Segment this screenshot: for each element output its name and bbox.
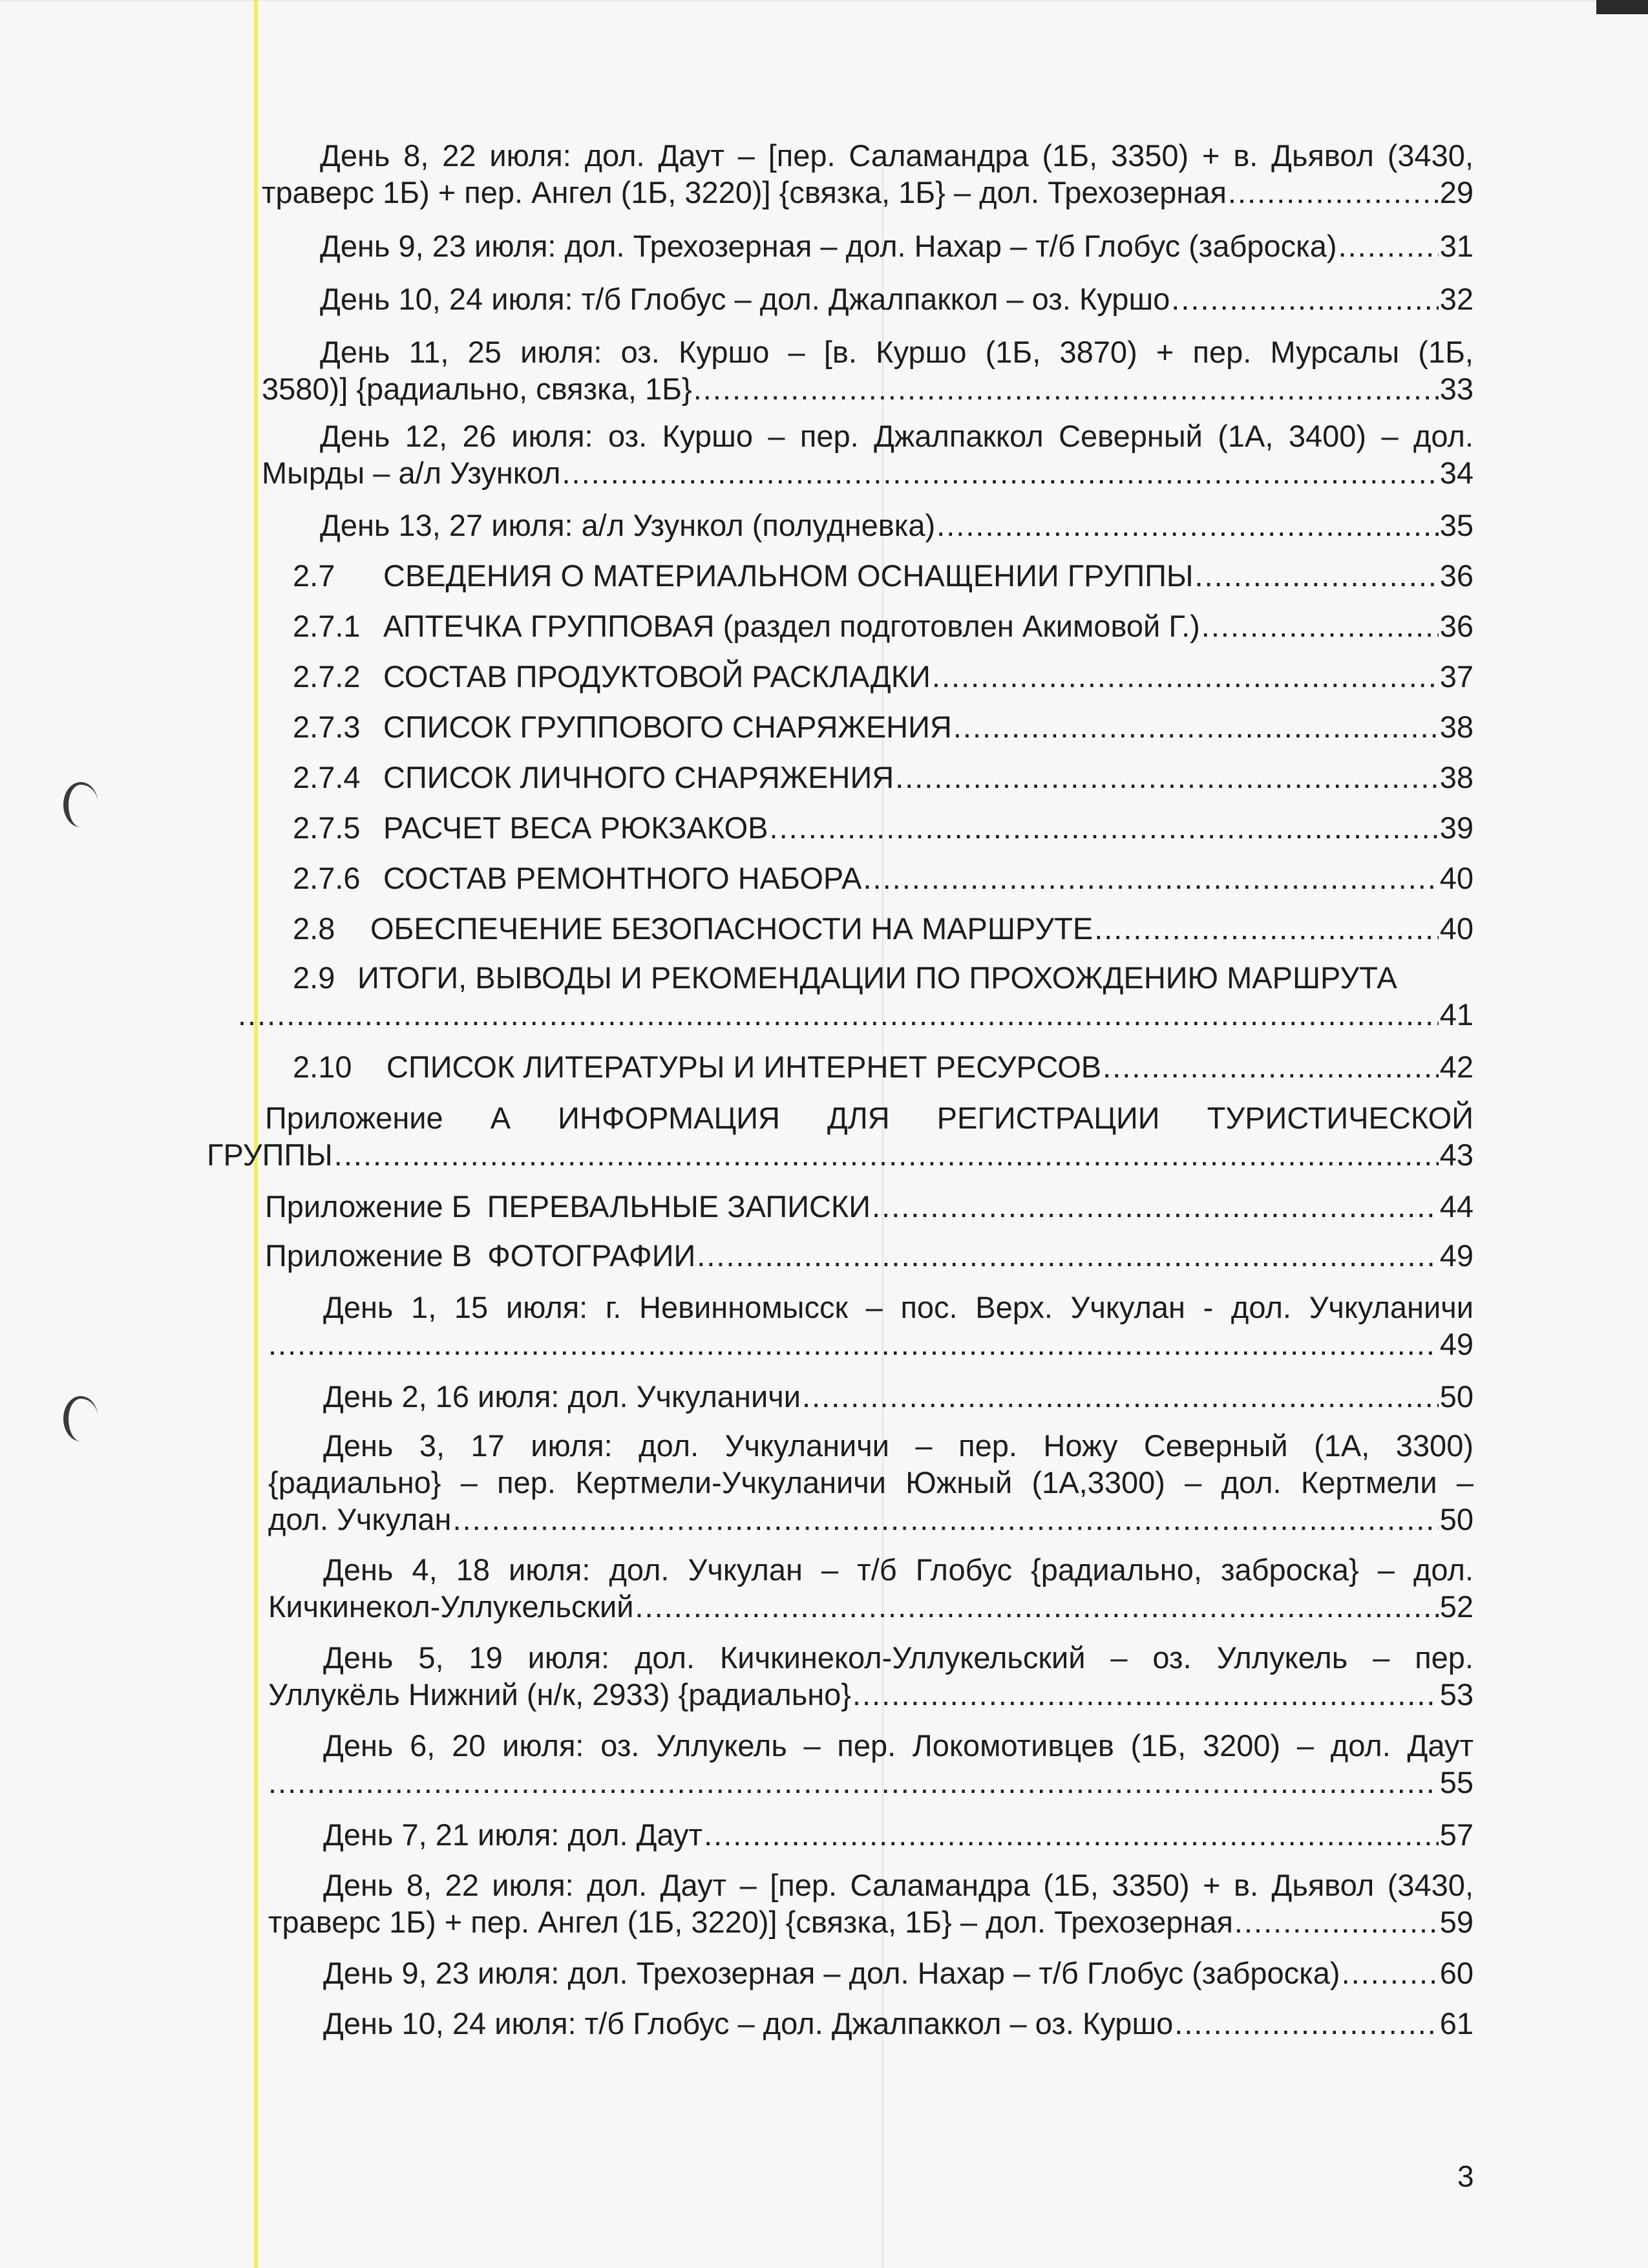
toc-line [210, 910, 1474, 947]
toc-page: 61 [1439, 2006, 1474, 2040]
toc-line [210, 174, 1474, 211]
toc-page: 29 [1439, 175, 1474, 209]
toc-line: День 1, 15 июля: г. Невинномысск – пос. Верх. Учкулан - дол. Учкуланичи [323, 1290, 1474, 1324]
toc-line [265, 1188, 1474, 1225]
toc-line [210, 557, 1474, 594]
toc-line: День 6, 20 июля: оз. Уллукель – пер. Локомотивцев (1Б, 3200) – дол. Даут [323, 1728, 1474, 1763]
toc-page: 40 [1439, 861, 1474, 895]
dot-leader [770, 809, 1439, 846]
toc-line [207, 1136, 1474, 1173]
dot-leader [932, 658, 1439, 695]
toc-entry [268, 1816, 1474, 1853]
toc-page: 59 [1439, 1905, 1474, 1939]
toc-entry [210, 1048, 1474, 1085]
dot-leader [562, 454, 1438, 491]
toc-number: 2.9 [293, 960, 335, 995]
toc-page: 33 [1439, 372, 1474, 406]
toc-line [210, 809, 1474, 846]
top-edge [0, 0, 1648, 1]
toc-line [210, 1048, 1474, 1085]
toc-text: ФОТОГРАФИИ [487, 1238, 696, 1273]
toc-line [268, 1816, 1474, 1853]
toc-line [268, 2005, 1474, 2042]
toc-entry [210, 137, 1474, 211]
toc-text: 3580)] {радиально, связка, 1Б} [262, 372, 692, 406]
toc-page: 34 [1439, 456, 1474, 490]
toc-line [268, 1955, 1474, 1991]
toc-text: День 9, 23 июля: дол. Трехозерная – дол. Нахар – т/б Глобус (заброска) [323, 1956, 1340, 1990]
toc-entry [268, 1551, 1474, 1625]
toc-line: День 8, 22 июля: дол. Даут – [пер. Саламандра (1Б, 3350) + в. Дьявол (3430, [323, 1868, 1474, 1902]
dot-leader [802, 1378, 1439, 1415]
toc-text: День 13, 27 июля: а/л Узункол (полудневка) [320, 508, 936, 542]
dot-leader [238, 996, 1439, 1033]
toc-line [268, 1326, 1474, 1362]
appendix-label: Приложение В [265, 1238, 472, 1273]
punch-hole-lower [63, 1396, 98, 1441]
dot-leader [872, 1188, 1439, 1225]
toc-page: 36 [1439, 558, 1474, 593]
dot-leader [1234, 1903, 1439, 1940]
toc-text: День 10, 24 июля: т/б Глобус – дол. Джалпаккол – оз. Куршо [320, 282, 1170, 316]
dot-leader [1103, 1048, 1439, 1085]
toc-line [238, 959, 1474, 996]
toc-page: 52 [1439, 1589, 1474, 1624]
dot-leader [635, 1588, 1439, 1625]
toc-page: 44 [1439, 1189, 1474, 1224]
toc-text: РАСЧЕТ ВЕСА РЮКЗАКОВ [383, 811, 768, 845]
toc-page: 43 [1439, 1138, 1474, 1172]
toc-number: 2.7.4 [293, 760, 361, 794]
dot-leader [1228, 174, 1439, 211]
toc-entry [268, 2005, 1474, 2042]
dot-leader [453, 1501, 1439, 1538]
toc-page: 32 [1439, 282, 1474, 316]
toc-entry [268, 1867, 1474, 1940]
toc-text: дол. Учкулан [268, 1502, 452, 1536]
toc-line: День 3, 17 июля: дол. Учкуланичи – пер. Ножу Северный (1А, 3300) [323, 1428, 1474, 1463]
toc-page: 35 [1439, 508, 1474, 542]
toc-text: СВЕДЕНИЯ О МАТЕРИАЛЬНОМ ОСНАЩЕНИИ ГРУППЫ [383, 558, 1194, 593]
dot-leader [852, 1676, 1439, 1713]
toc-page: 38 [1439, 760, 1474, 794]
toc-page: 42 [1439, 1050, 1474, 1084]
toc-entry [268, 1378, 1474, 1415]
toc-entry [210, 557, 1474, 594]
toc-line [210, 860, 1474, 896]
toc-line [268, 1676, 1474, 1713]
toc-entry [210, 658, 1474, 695]
dot-leader [1094, 910, 1439, 947]
toc-entry [210, 860, 1474, 896]
toc-line: День 11, 25 июля: оз. Куршо – [в. Куршо (1Б, 3870) + пер. Мурсалы (1Б, [320, 335, 1474, 369]
dot-leader [1195, 557, 1439, 594]
toc-entry [238, 959, 1474, 1033]
scan-corner-mark [1596, 0, 1648, 14]
toc-line: {радиально} – пер. Кертмели-Учкуланичи Южный (1А,3300) – дол. Кертмели – [268, 1465, 1474, 1500]
dot-leader [1338, 228, 1439, 264]
toc-entry [210, 281, 1474, 317]
toc-number: 2.7.2 [293, 659, 361, 694]
toc-entry [210, 334, 1474, 407]
toc-text: СОСТАВ РЕМОНТНОГО НАБОРА [383, 861, 862, 895]
toc-line: День 12, 26 июля: оз. Куршо – пер. Джалпаккол Северный (1А, 3400) – дол. [320, 419, 1474, 453]
toc-line [268, 1588, 1474, 1625]
toc-entry [268, 1727, 1474, 1801]
toc-text: День 7, 21 июля: дол. Даут [323, 1818, 703, 1852]
toc-page: 41 [1439, 997, 1474, 1032]
toc-number: 2.7 [293, 558, 335, 593]
toc-entry [210, 708, 1474, 745]
toc-text: ИТОГИ, ВЫВОДЫ И РЕКОМЕНДАЦИИ ПО ПРОХОЖДЕНИЮ МАРШРУТА [357, 960, 1397, 995]
toc-page: 49 [1439, 1327, 1474, 1361]
punch-hole-upper [63, 782, 98, 827]
toc-text: ГРУППЫ [207, 1138, 333, 1172]
toc-text: АПТЕЧКА ГРУППОВАЯ (раздел подготовлен Акимовой Г.) [383, 609, 1200, 643]
toc-line [268, 1764, 1474, 1801]
toc-text: СОСТАВ ПРОДУКТОВОЙ РАСКЛАДКИ [383, 659, 931, 694]
toc-line [268, 1501, 1474, 1538]
toc-entry [210, 507, 1474, 544]
toc-line [268, 1378, 1474, 1415]
toc-line: День 8, 22 июля: дол. Даут – [пер. Саламандра (1Б, 3350) + в. Дьявол (3430, [320, 138, 1474, 173]
dot-leader [697, 1237, 1438, 1274]
toc-line [265, 1237, 1474, 1274]
dot-leader [334, 1136, 1439, 1173]
toc-text: траверс 1Б) + пер. Ангел (1Б, 3220)] {связка, 1Б} – дол. Трехозерная [262, 175, 1227, 209]
dot-leader [1201, 608, 1439, 644]
appendix-label: Приложение А [265, 1101, 511, 1135]
page-number: 3 [1457, 2159, 1474, 2193]
dot-leader [704, 1816, 1439, 1853]
toc-number: 2.7.5 [293, 811, 361, 845]
toc-page: 37 [1439, 659, 1474, 694]
toc-number: 2.7.6 [293, 861, 361, 895]
toc-entry [210, 608, 1474, 644]
toc-text: День 9, 23 июля: дол. Трехозерная – дол. Нахар – т/б Глобус (заброска) [320, 229, 1337, 263]
toc-line [210, 708, 1474, 745]
toc-number: 2.7.3 [293, 710, 361, 744]
dot-leader [953, 708, 1439, 745]
toc-text: Кичкинекол-Уллукельский [268, 1589, 634, 1624]
toc-entry [207, 1099, 1474, 1173]
toc-text: ОБЕСПЕЧЕНИЕ БЕЗОПАСНОСТИ НА МАРШРУТЕ [370, 911, 1093, 946]
toc-line [210, 228, 1474, 264]
toc-entry [210, 228, 1474, 264]
toc-number: 2.10 [293, 1050, 352, 1084]
toc-entry [268, 1289, 1474, 1362]
toc-line [268, 1903, 1474, 1940]
dot-leader [1171, 281, 1438, 317]
toc-text: День 10, 24 июля: т/б Глобус – дол. Джалпаккол – оз. Куршо [323, 2006, 1174, 2040]
dot-leader [936, 507, 1439, 544]
toc-page: 49 [1439, 1238, 1474, 1273]
toc-text: ИНФОРМАЦИЯ ДЛЯ РЕГИСТРАЦИИ ТУРИСТИЧЕСКОЙ [558, 1101, 1474, 1135]
toc-text: ПЕРЕВАЛЬНЫЕ ЗАПИСКИ [487, 1189, 871, 1224]
toc-text: СПИСОК ЛИТЕРАТУРЫ И ИНТЕРНЕТ РЕСУРСОВ [386, 1050, 1102, 1084]
toc-line: День 4, 18 июля: дол. Учкулан – т/б Глобус {радиально, заброска} – дол. [323, 1553, 1474, 1587]
toc-line: День 5, 19 июля: дол. Кичкинекол-Уллукельский – оз. Уллукель – пер. [323, 1640, 1474, 1675]
toc-line [210, 454, 1474, 491]
toc-number: 2.8 [293, 911, 335, 946]
toc-text: траверс 1Б) + пер. Ангел (1Б, 3220)] {связка, 1Б} – дол. Трехозерная [268, 1905, 1233, 1939]
toc-line [238, 996, 1474, 1033]
toc-line [210, 370, 1474, 407]
toc-entry [268, 1427, 1474, 1538]
toc-entry [210, 418, 1474, 491]
dot-leader [693, 370, 1439, 407]
toc-line [210, 658, 1474, 695]
dot-leader [268, 1764, 1439, 1801]
toc-page: 36 [1439, 609, 1474, 643]
toc-page: 40 [1439, 911, 1474, 946]
toc-entry [265, 1188, 1474, 1225]
toc-text: СПИСОК ГРУППОВОГО СНАРЯЖЕНИЯ [383, 710, 952, 744]
appendix-label: Приложение Б [265, 1189, 472, 1224]
toc-entry [268, 1639, 1474, 1713]
dot-leader [1342, 1955, 1439, 1991]
toc-text: Мырды – а/л Узункол [262, 456, 561, 490]
dot-leader [895, 759, 1439, 796]
toc-entry [268, 1955, 1474, 1991]
toc-line [207, 1099, 1474, 1136]
toc-page: 57 [1439, 1818, 1474, 1852]
toc-page: 55 [1439, 1765, 1474, 1799]
toc-entry [210, 809, 1474, 846]
toc-text: Уллукёль Нижний (н/к, 2933) {радиально} [268, 1677, 851, 1712]
toc-number: 2.7.1 [293, 609, 361, 643]
toc-line [210, 759, 1474, 796]
toc-page: 50 [1439, 1502, 1474, 1536]
toc-page: 53 [1439, 1677, 1474, 1712]
toc-page: 39 [1439, 811, 1474, 845]
dot-leader [268, 1326, 1439, 1362]
toc-line [210, 608, 1474, 644]
toc-text: СПИСОК ЛИЧНОГО СНАРЯЖЕНИЯ [383, 760, 894, 794]
toc-line [210, 507, 1474, 544]
toc-page: 31 [1439, 229, 1474, 263]
toc-text: День 2, 16 июля: дол. Учкуланичи [323, 1379, 801, 1414]
dot-leader [1174, 2005, 1438, 2042]
toc-entry [265, 1237, 1474, 1274]
toc-page: 60 [1439, 1956, 1474, 1990]
toc-page: 38 [1439, 710, 1474, 744]
toc-entry [210, 759, 1474, 796]
toc-entry [210, 910, 1474, 947]
dot-leader [863, 860, 1438, 896]
toc-line [210, 281, 1474, 317]
toc-page: 50 [1439, 1379, 1474, 1414]
